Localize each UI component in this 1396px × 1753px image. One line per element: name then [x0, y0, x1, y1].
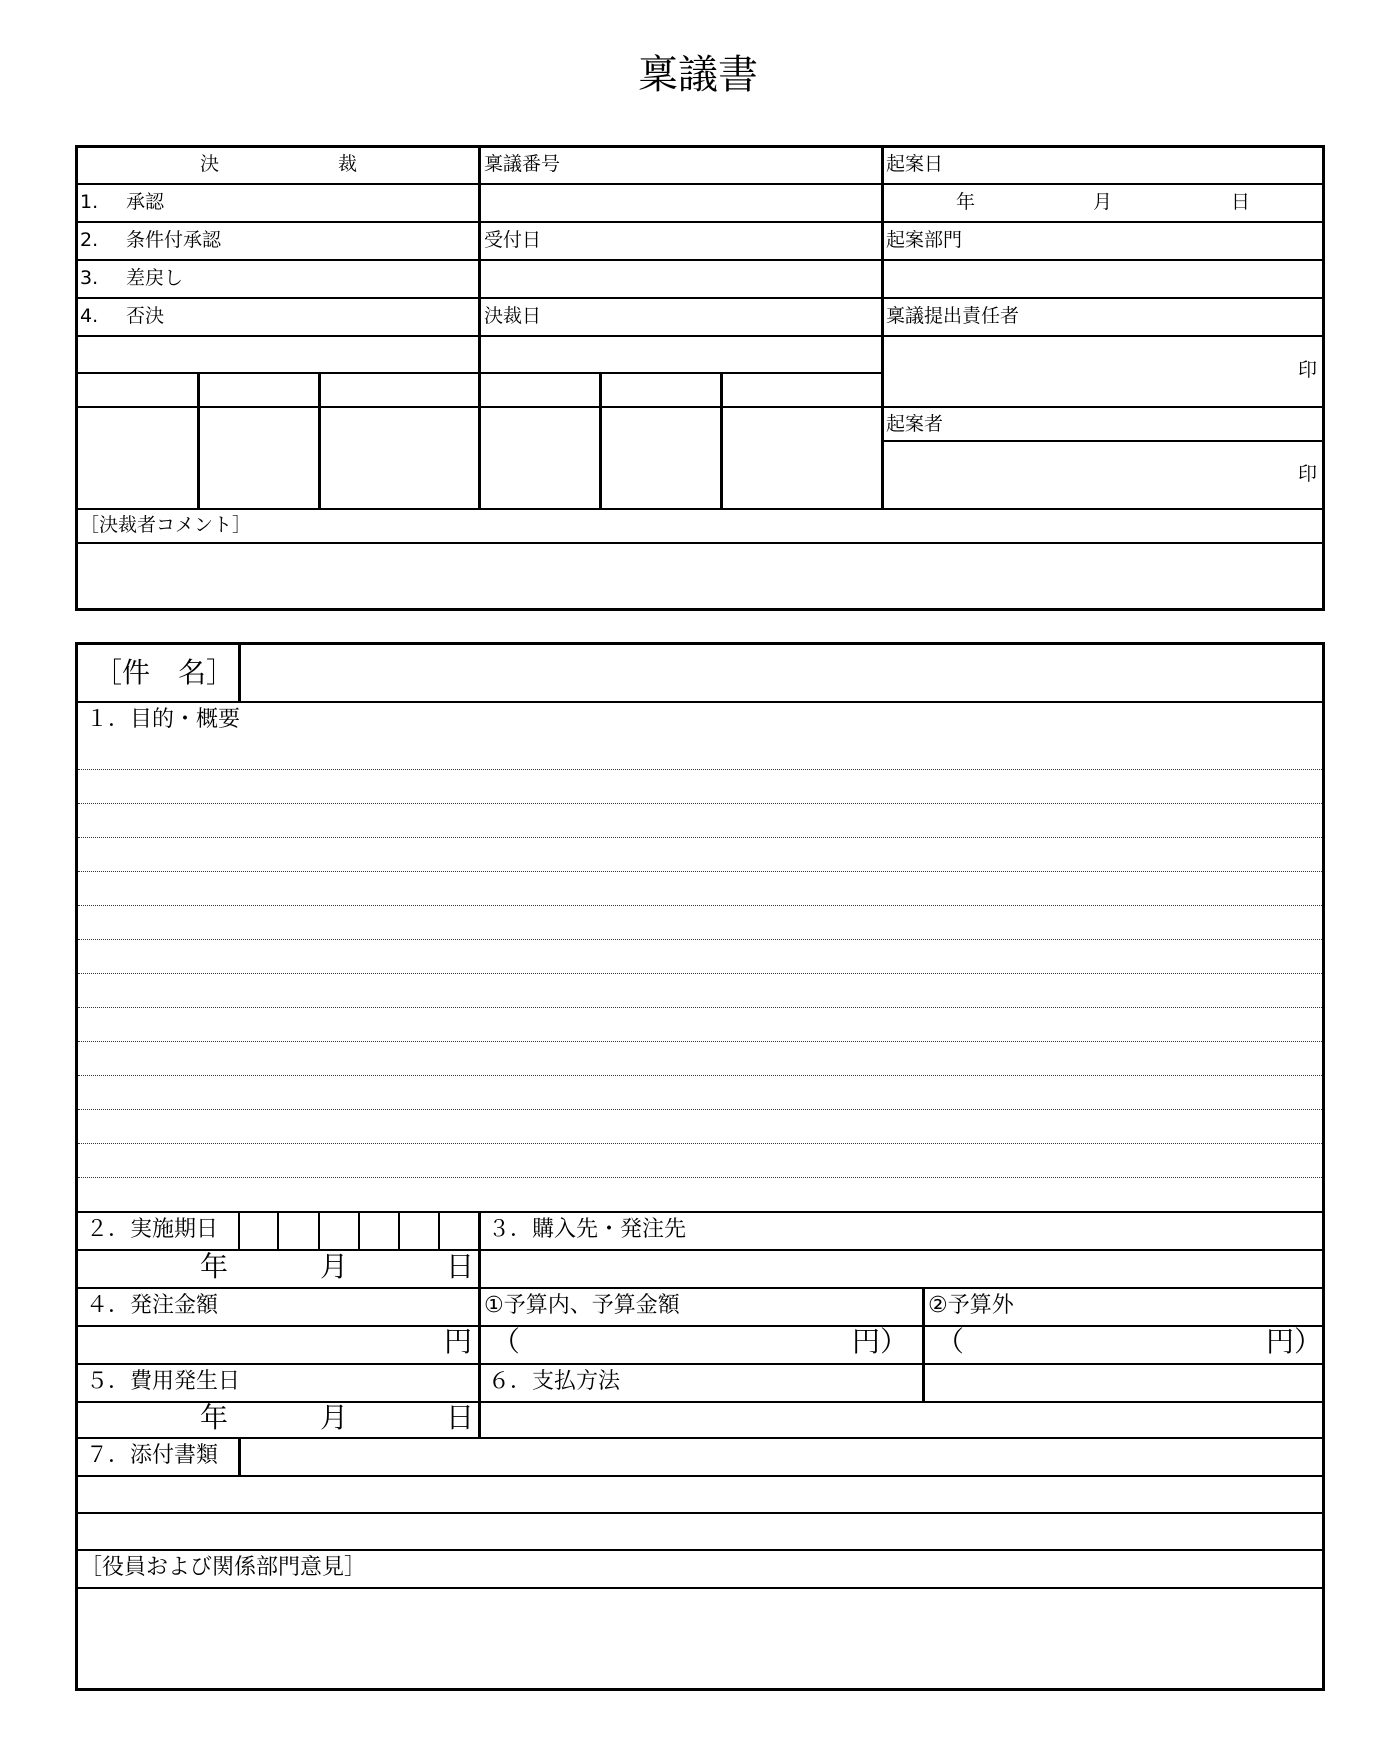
subject-label: ［件 名］ — [94, 656, 235, 689]
col-divider — [478, 145, 481, 508]
out-budget-paren-open: （ — [936, 1325, 965, 1358]
option-3-label: 差戻し — [126, 267, 184, 289]
row-divider — [75, 1211, 1325, 1213]
date-box-divider — [438, 1211, 440, 1249]
row-divider — [75, 1549, 1325, 1551]
option-1-number: 1. — [80, 191, 99, 213]
payment-method-label: ６．支払方法 — [488, 1369, 621, 1394]
cost-date-label: ５．費用発生日 — [86, 1369, 241, 1394]
cost-date-day: 日 — [446, 1401, 475, 1434]
writing-line — [78, 973, 1322, 974]
page-title: 稟議書 — [638, 52, 758, 98]
submitter-label: 稟議提出責任者 — [886, 305, 1020, 327]
implementation-month: 月 — [320, 1250, 349, 1283]
writing-line — [78, 871, 1322, 872]
date-box-divider — [398, 1211, 400, 1249]
writing-line — [78, 1143, 1322, 1144]
row-divider — [75, 1249, 1325, 1251]
draft-date-month: 月 — [1093, 191, 1113, 213]
col-divider — [922, 1287, 925, 1401]
col-divider — [197, 372, 200, 508]
implementation-day: 日 — [446, 1250, 475, 1283]
writing-line — [78, 1075, 1322, 1076]
row-divider — [75, 1363, 1325, 1365]
writing-line — [78, 1177, 1322, 1178]
draft-date-label: 起案日 — [886, 153, 944, 175]
in-budget-yen-close: 円） — [852, 1325, 909, 1358]
seal-mark-2: 印 — [1298, 463, 1318, 485]
out-of-budget-label: ②予算外 — [928, 1293, 1014, 1318]
order-amount-label: ４．発注金額 — [86, 1293, 219, 1318]
row-divider — [882, 440, 1325, 442]
col-divider — [599, 372, 602, 508]
received-date-label: 受付日 — [484, 229, 542, 251]
drafter-label: 起案者 — [886, 413, 944, 435]
col-divider — [720, 372, 723, 508]
date-box-divider — [277, 1211, 279, 1249]
proposal-table — [75, 642, 1325, 1691]
date-box-divider — [318, 1211, 320, 1249]
row-divider — [75, 1512, 1325, 1514]
seal-mark-1: 印 — [1298, 359, 1318, 381]
row-divider — [75, 221, 1325, 223]
col-divider — [478, 1211, 481, 1438]
cost-date-month: 月 — [320, 1401, 349, 1434]
approver-comment-label: ［決裁者コメント］ — [80, 514, 252, 536]
ringi-number-label: 稟議番号 — [484, 153, 561, 175]
order-amount-yen: 円 — [444, 1325, 473, 1358]
writing-line — [78, 1041, 1322, 1042]
writing-line — [78, 905, 1322, 906]
writing-line — [78, 1109, 1322, 1110]
purpose-label: １．目的・概要 — [86, 707, 241, 732]
executive-opinion-label: ［役員および関係部門意見］ — [80, 1555, 367, 1580]
option-4-number: 4. — [80, 305, 99, 327]
draft-date-day: 日 — [1231, 191, 1251, 213]
writing-line — [78, 1007, 1322, 1008]
row-divider — [75, 1587, 1325, 1589]
row-divider — [75, 1287, 1325, 1289]
cost-date-year: 年 — [200, 1401, 229, 1434]
writing-line — [78, 803, 1322, 804]
supplier-label: ３．購入先・発注先 — [488, 1217, 687, 1242]
col-divider — [238, 642, 241, 702]
row-divider — [75, 335, 1325, 337]
in-budget-label: ①予算内、予算金額 — [484, 1293, 680, 1318]
writing-line — [78, 769, 1322, 770]
implementation-date-label: ２．実施期日 — [86, 1217, 219, 1242]
option-2-number: 2. — [80, 229, 99, 251]
decision-date-label: 決裁日 — [484, 305, 542, 327]
col-divider — [881, 145, 884, 508]
kessai-label-2: 裁 — [338, 153, 358, 175]
row-divider — [75, 1437, 1325, 1439]
row-divider — [75, 701, 1325, 703]
attachments-label: ７．添付書類 — [86, 1443, 219, 1468]
option-4-label: 否決 — [126, 305, 165, 327]
date-box-divider — [238, 1211, 240, 1249]
row-divider — [882, 406, 1325, 408]
in-budget-paren-open: （ — [492, 1325, 521, 1358]
row-divider — [75, 542, 1325, 544]
implementation-year: 年 — [200, 1250, 229, 1283]
col-divider — [238, 1437, 241, 1475]
option-1-label: 承認 — [126, 191, 165, 213]
draft-department-label: 起案部門 — [886, 229, 963, 251]
row-divider — [75, 259, 1325, 261]
kessai-label-1: 決 — [200, 153, 220, 175]
row-divider — [75, 508, 1325, 510]
row-divider — [75, 1325, 1325, 1327]
writing-line — [78, 939, 1322, 940]
out-budget-yen-close: 円） — [1266, 1325, 1323, 1358]
row-divider — [75, 297, 1325, 299]
col-divider — [318, 372, 321, 508]
date-box-divider — [358, 1211, 360, 1249]
row-divider — [75, 1475, 1325, 1477]
row-divider — [75, 1401, 1325, 1403]
writing-line — [78, 837, 1322, 838]
draft-date-year: 年 — [956, 191, 976, 213]
option-2-label: 条件付承認 — [126, 229, 222, 251]
option-3-number: 3. — [80, 267, 99, 289]
row-divider — [75, 183, 1325, 185]
